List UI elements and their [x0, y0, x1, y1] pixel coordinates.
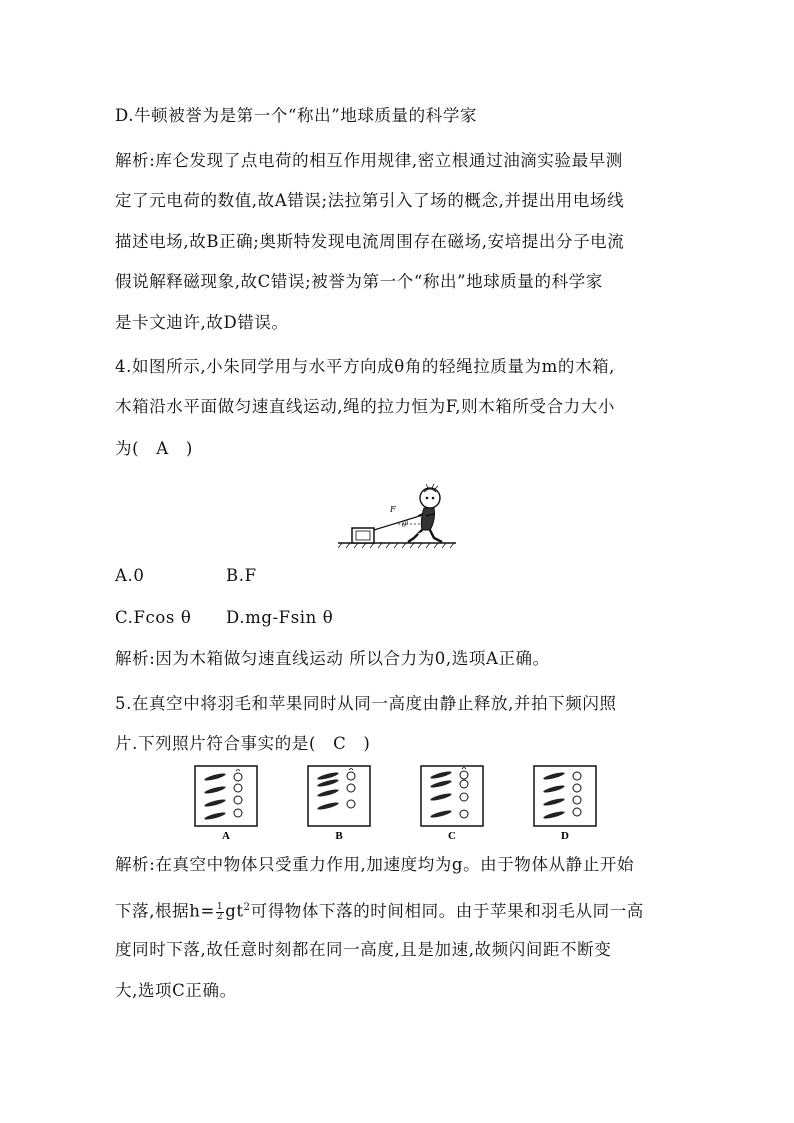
option-d: D.mg-Fsin θ	[226, 608, 334, 627]
text-line: 是卡文迪许,故D错误。	[115, 313, 289, 332]
panel-label: A	[222, 830, 230, 842]
panel-a	[195, 766, 257, 842]
text-line: 度同时下落,故任意时刻都在同一高度,且是加速,故频闪间距不断变	[115, 940, 612, 959]
fraction-numerator: 1	[216, 901, 224, 912]
formula-prefix: 下落,根据h=	[115, 901, 215, 921]
panel-label: B	[335, 830, 343, 842]
text-line: 为( A )	[115, 439, 193, 458]
option-c: C.Fcos θ	[115, 608, 192, 627]
text-line: D.牛顿被誉为是第一个“称出”地球质量的科学家	[115, 106, 478, 125]
option-a: A.0	[115, 566, 145, 585]
angle-label: θ	[402, 521, 407, 529]
formula-exponent: 2	[243, 902, 251, 913]
force-label: F	[390, 505, 396, 514]
text-line: 描述电场,故B正确;奥斯特发现电流周围存在磁场,安培提出分子电流	[115, 232, 625, 251]
text-line: 片.下列照片符合事实的是( C )	[115, 734, 371, 753]
text-line: 假说解释磁现象,故C错误;被誉为第一个“称出”地球质量的科学家	[115, 272, 603, 291]
text-line: 4.如图所示,小朱同学用与水平方向成θ角的轻绳拉质量为m的木箱,	[115, 357, 616, 376]
panel-c	[421, 766, 483, 842]
text-line: 木箱沿水平面做匀速直线运动,绳的拉力恒为F,则木箱所受合力大小	[115, 397, 615, 416]
pulling-box-figure	[338, 480, 458, 550]
panel-b	[308, 766, 370, 842]
panel-label: C	[448, 830, 456, 842]
text-line: 解析:库仑发现了点电荷的相互作用规律,密立根通过油滴实验最早测	[115, 151, 623, 170]
text-line: 定了元电荷的数值,故A错误;法拉第引入了场的概念,并提出用电场线	[115, 191, 625, 210]
text-line: 解析:在真空中物体只受重力作用,加速度均为g。由于物体从静止开始	[115, 855, 635, 874]
option-b: B.F	[226, 566, 257, 585]
panel-d	[534, 766, 596, 842]
box-shape	[352, 528, 374, 543]
text-line-with-formula	[115, 898, 644, 922]
text-line: 5.在真空中将羽毛和苹果同时从同一高度由静止释放,并拍下频闪照	[115, 694, 617, 713]
panel-label: D	[561, 830, 569, 842]
formula-suffix: 可得物体下落的时间相同。由于苹果和羽毛从同一高	[250, 901, 644, 921]
formula-body: gt	[225, 901, 244, 921]
text-line: 大,选项C正确。	[115, 981, 237, 1000]
fraction-denominator: 2	[216, 911, 224, 922]
text-line: 解析:因为木箱做匀速直线运动 所以合力为0,选项A正确。	[115, 649, 550, 668]
person-figure	[408, 484, 442, 542]
flash-photo-figure	[190, 764, 602, 844]
fraction	[216, 903, 224, 922]
